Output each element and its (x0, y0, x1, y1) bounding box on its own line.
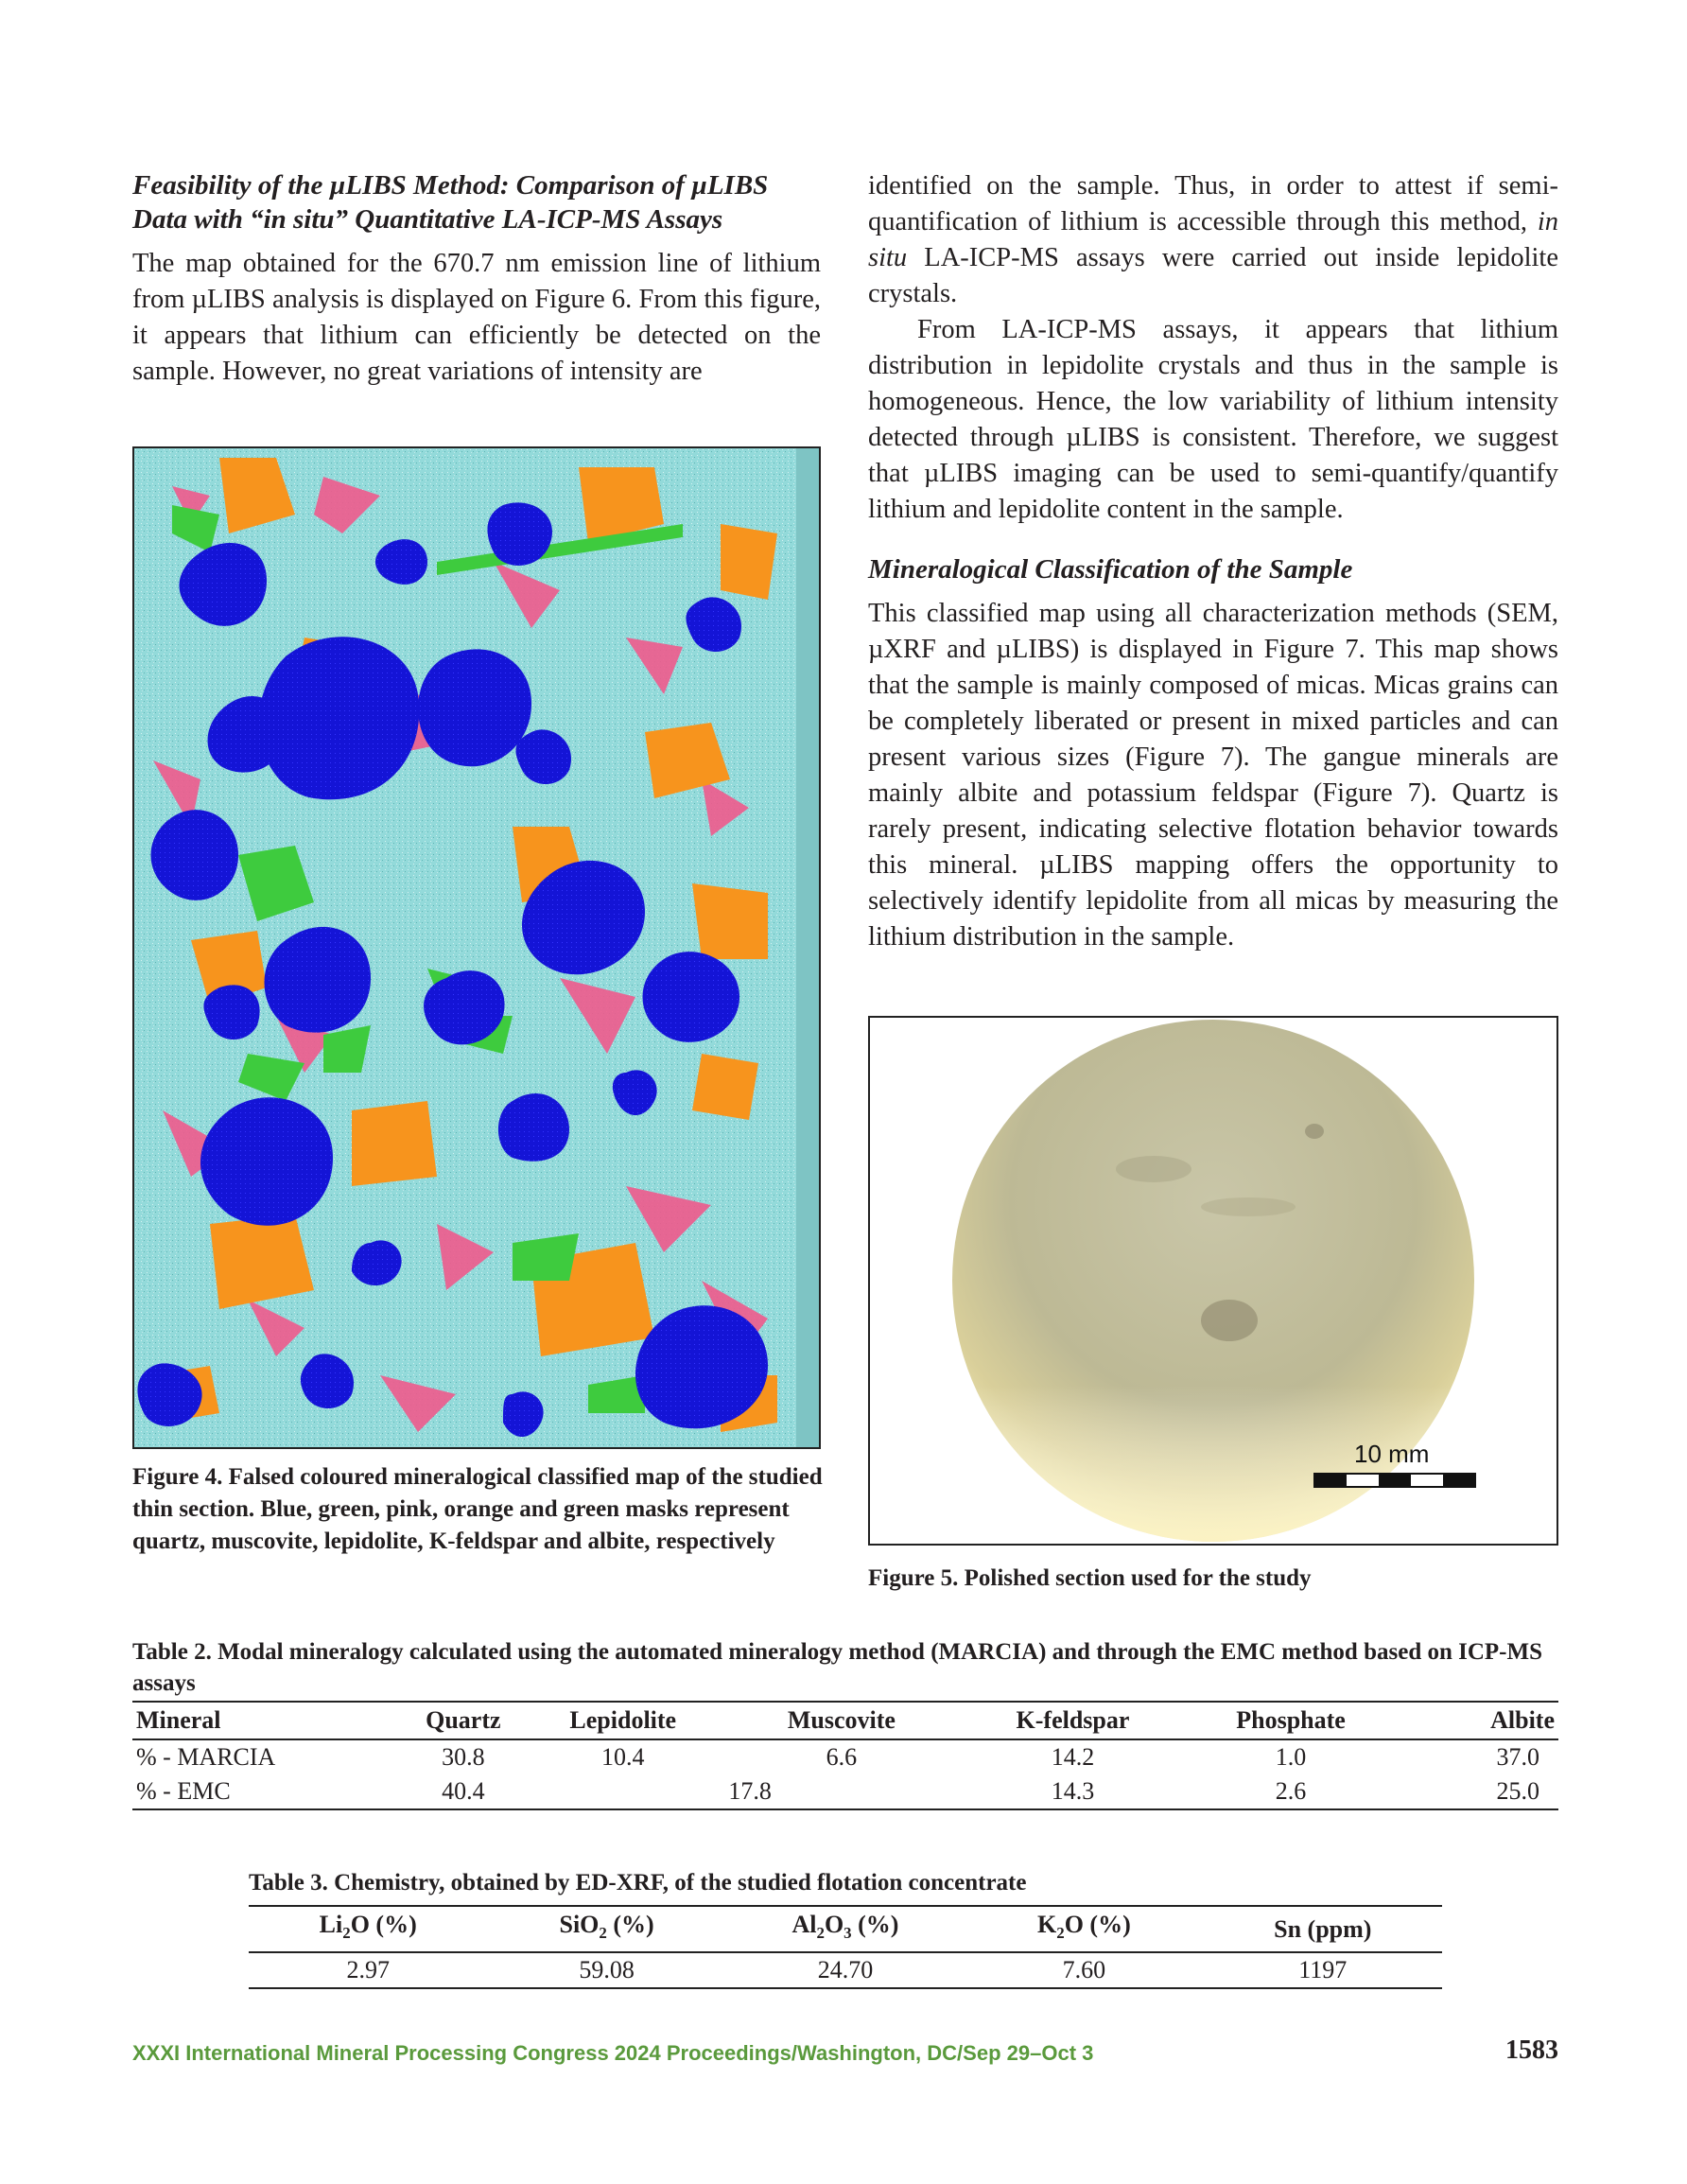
table-cell: 1197 (1298, 1956, 1348, 1984)
table-3-header-sn: Sn (ppm) (1274, 1914, 1372, 1943)
table-2-header: Mineral (136, 1706, 221, 1734)
table-3 (249, 1905, 1442, 1989)
table-cell: % - EMC (136, 1777, 231, 1805)
section-heading-feasibility: Feasibility of the µLIBS Method: Comparison of µLIBS Data with “in situ” Quantitative LA-ICP-MS Assays (132, 170, 769, 235)
scale-label: 10 mm (1354, 1440, 1430, 1468)
table-cell: 30.8 (442, 1743, 485, 1771)
table-2-header: Muscovite (787, 1706, 896, 1734)
table-2-header: K-feldspar (1016, 1706, 1130, 1734)
table-3-header-al2o3: $Al_2O_3$ (%) (791, 1911, 899, 1943)
table-cell: 2.6 (1275, 1777, 1307, 1805)
page-number: 1583 (1505, 2035, 1558, 2065)
table-3-header-k2o: $K_2O$ (%) (1037, 1911, 1131, 1943)
table-2-header: Phosphate (1236, 1706, 1346, 1734)
table-3-header-li2o: $Li_2O$ (%) (319, 1911, 417, 1943)
feasibility-paragraph: The map obtained for the 670.7 nm emission line of lithium from µLIBS analysis is displayed on Figure 6. From this figure, it appears that lithium can efficiently be detected on the sample. However, no great variations of intensity are (132, 249, 821, 386)
figure-4-mineral-map (132, 446, 821, 1449)
table-2-header: Quartz (426, 1706, 501, 1734)
right-paragraph-2: From LA-ICP-MS assays, it appears that lithium distribution in lepidolite crystals and thus in the sample is homogeneous. Hence, the low variability of lithium intensity detected through µLIBS is consistent. Therefore, we suggest that µLIBS imaging can be used to semi-quantify/quantify lithium and lepidolite content in the sample. (868, 315, 1558, 524)
table-3-header-row (249, 1906, 1442, 1952)
figure-4-caption-block (132, 1461, 825, 1558)
table-cell: 7.60 (1062, 1956, 1106, 1984)
table-row (249, 1952, 1442, 1988)
figure-5-caption-block (868, 1563, 1558, 1595)
table-2-header: Lepidolite (569, 1706, 677, 1734)
section-heading-mineralogical: Mineralogical Classification of the Sample (868, 554, 1353, 585)
table-3-header-sio2: SiO$_2$ (%) (559, 1911, 654, 1943)
table-cell: 25.0 (1496, 1777, 1539, 1805)
table-cell: % - MARCIA (136, 1743, 276, 1771)
table-cell: 59.08 (579, 1956, 635, 1984)
table-2-header-row (132, 1702, 1558, 1739)
figure-5-caption: Figure 5. Polished section used for the study (868, 1565, 1312, 1591)
right-column (868, 168, 1558, 955)
table-cell-merged: 17.8 (728, 1777, 772, 1805)
table-row (132, 1774, 1558, 1809)
figure-5-polished-section (868, 1016, 1558, 1546)
table-cell: 14.3 (1051, 1777, 1095, 1805)
table-cell: 24.70 (817, 1956, 874, 1984)
table-cell: 1.0 (1275, 1743, 1307, 1771)
table-cell: 6.6 (826, 1743, 858, 1771)
table-2 (132, 1701, 1558, 1810)
left-column (132, 168, 821, 390)
footer-conference: XXXI International Mineral Processing Congress 2024 Proceedings/Washington, DC/Sep 29–Oct 3 (132, 2041, 1094, 2065)
table-cell: 10.4 (601, 1743, 645, 1771)
para1-end: LA-ICP-MS assays were carried out inside lepidolite crystals. (868, 243, 1558, 308)
table-row (132, 1739, 1558, 1774)
figure-4-caption: Figure 4. Falsed coloured mineralogical classified map of the studied thin section. Blue, green, pink, orange and green masks represent quartz, muscovite, lepidolite, K-feldspar and albite, respectively (132, 1464, 823, 1554)
right-paragraph-1 (868, 168, 1558, 312)
table-2-caption: Table 2. Modal mineralogy calculated using the automated mineralogy method (MARCIA) and through the EMC method based on ICP-MS assays (132, 1639, 1543, 1696)
para1-start: identified on the sample. Thus, in order to attest if semi-quantification of lithium is accessible through this method, (868, 171, 1558, 236)
para1-italic: in situ (868, 207, 1558, 272)
table-3-caption: Table 3. Chemistry, obtained by ED-XRF, of the studied flotation concentrate (249, 1870, 1027, 1896)
table-cell: 2.97 (346, 1956, 390, 1984)
table-cell: 37.0 (1496, 1743, 1539, 1771)
mineral-map-image (134, 448, 819, 1447)
polished-section-image (870, 1018, 1557, 1544)
table-cell: 40.4 (442, 1777, 485, 1805)
table-2-header: Albite (1490, 1706, 1555, 1734)
right-paragraph-3: This classified map using all characterization methods (SEM, µXRF and µLIBS) is displayed in Figure 7. This map shows that the sample is mainly composed of micas. Micas grains can be completely liberated or present in mixed particles and can present various sizes (Figure 7). The gangue minerals are mainly albite and potassium feldspar (Figure 7). Quartz is rarely present, indicating selective flotation behavior towards this mineral. µLIBS mapping offers the opportunity to selectively identify lepidolite from all micas by measuring the lithium distribution in the sample. (868, 599, 1558, 952)
table-cell: 14.2 (1051, 1743, 1095, 1771)
